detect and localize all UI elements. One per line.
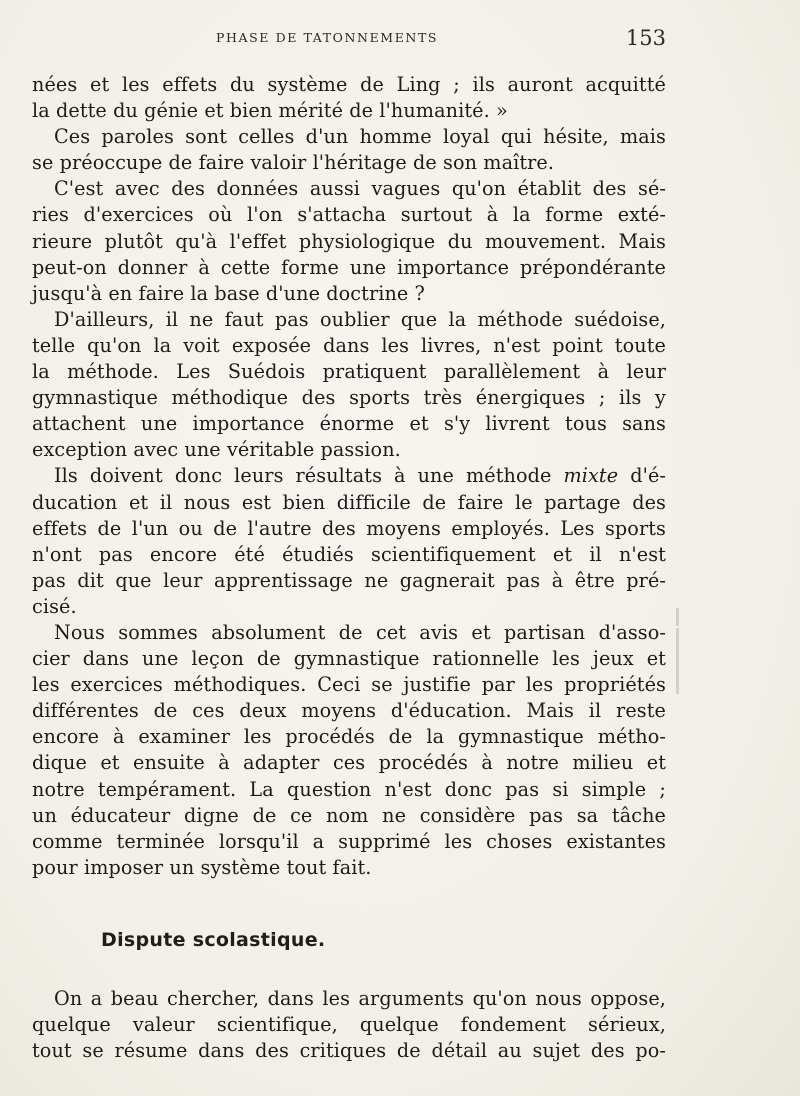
text-line: quelque valeur scientifique, quelque fondement sérieux, (32, 1013, 666, 1037)
text-line: Ils doivent donc leurs résultats à une méthode mixte d'é- (54, 464, 666, 488)
margin-mark (676, 628, 679, 694)
text-line: comme terminée lorsqu'il a supprimé les choses existantes (32, 829, 666, 853)
text-line: notre tempérament. La question n'est donc pas si simple ; (32, 777, 666, 801)
text-line: C'est avec des données aussi vagues qu'on établit des sé- (54, 177, 666, 201)
body-text (32, 72, 666, 881)
text-line: pas dit que leur apprentissage ne gagnerait pas à être pré- (32, 568, 666, 592)
text-line: ducation et il nous est bien difficile de faire le partage des (32, 490, 666, 514)
text-line: pour imposer un système tout fait. (32, 855, 372, 879)
paragraph (32, 463, 666, 620)
text-line: dique et ensuite à adapter ces procédés à notre milieu et (32, 751, 666, 775)
section-heading-block (101, 929, 325, 951)
paragraph (32, 124, 666, 176)
text-line: telle qu'on la voit exposée dans les livres, n'est point toute (32, 333, 666, 357)
text-line: différentes de ces deux moyens d'éducation. Mais il reste (32, 699, 666, 723)
text-line: exception avec une véritable passion. (32, 438, 401, 462)
paragraph (32, 620, 666, 881)
paragraph (32, 176, 666, 306)
text-line: nées et les effets du système de Ling ; ils auront acquitté (32, 73, 666, 96)
text-line: gymnastique méthodique des sports très énergiques ; ils y (32, 386, 666, 410)
text-line: Ces paroles sont celles d'un homme loyal qui hésite, mais (54, 125, 666, 149)
section-heading: Dispute scolastique. (101, 929, 326, 951)
paragraph (32, 72, 666, 124)
text-line: la méthode. Les Suédois pratiquent parallèlement à leur (32, 360, 666, 384)
text-line: n'ont pas encore été étudiés scientifiquement et il n'est (32, 542, 666, 566)
text-line: cisé. (32, 594, 77, 618)
text-line: D'ailleurs, il ne faut pas oublier que la méthode suédoise, (54, 307, 666, 331)
paragraph (32, 986, 666, 1064)
text-line: un éducateur digne de ce nom ne considère pas sa tâche (32, 803, 666, 827)
emphasis: mixte (563, 464, 619, 488)
margin-mark (676, 608, 679, 626)
text-line: ries d'exercices où l'on s'attacha surtout à la forme exté- (32, 203, 666, 227)
text-line: encore à examiner les procédés de la gymnastique métho- (32, 725, 666, 749)
running-title: PHASE DE TATONNEMENTS (216, 30, 439, 45)
text-line: effets de l'un ou de l'autre des moyens employés. Les sports (32, 516, 666, 540)
text-line: cier dans une leçon de gymnastique rationnelle les jeux et (32, 647, 666, 671)
paragraph (32, 307, 666, 464)
page-number: 153 (625, 26, 666, 50)
running-head (30, 26, 666, 56)
text-line: peut-on donner à cette forme une importance prépondérante (32, 255, 666, 279)
text-line: se préoccupe de faire valoir l'héritage de son maître. (32, 151, 555, 175)
text-line: jusqu'à en faire la base d'une doctrine ? (32, 281, 425, 305)
text-line: la dette du génie et bien mérité de l'humanité. » (32, 99, 508, 123)
text-line: On a beau chercher, dans les arguments qu'on nous oppose, (54, 987, 666, 1010)
text-line: attachent une importance énorme et s'y livrent tous sans (32, 412, 666, 436)
text-line: Nous sommes absolument de cet avis et partisan d'asso- (54, 620, 666, 644)
text-line: tout se résume dans des critiques de détail au sujet des po- (32, 1039, 666, 1063)
section-body-text (32, 986, 666, 1064)
text-line: les exercices méthodiques. Ceci se justifie par les propriétés (32, 673, 666, 697)
text-line: rieure plutôt qu'à l'effet physiologique du mouvement. Mais (32, 229, 666, 253)
